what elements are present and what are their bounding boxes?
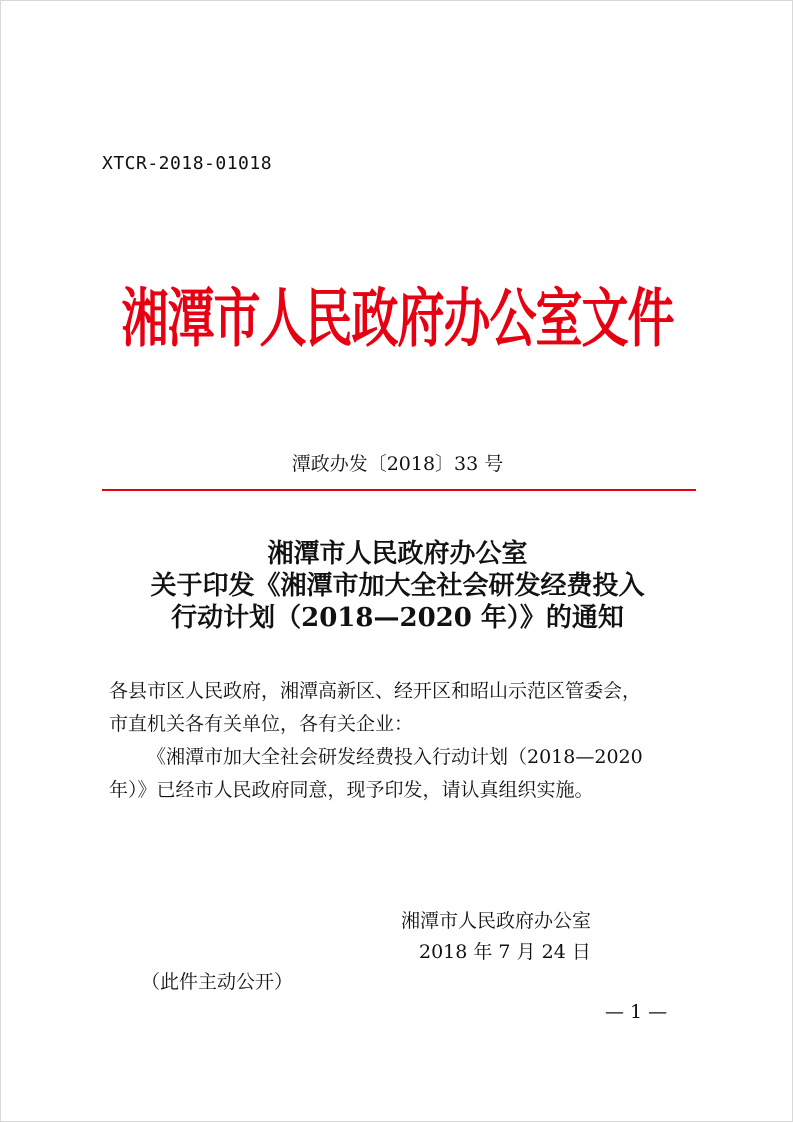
masthead-title: 湘潭市人民政府办公室文件	[121, 282, 674, 357]
signature-date: 2018 年 7 月 24 日	[419, 941, 591, 963]
document-code: XTCR-2018-01018	[102, 153, 273, 174]
signature-organization: 湘潭市人民政府办公室	[401, 910, 592, 932]
page-number: — 1 —	[605, 1001, 668, 1023]
body-paragraph	[109, 741, 709, 807]
title-line-2: 关于印发《湘潭市加大全社会研发经费投入	[150, 571, 645, 601]
red-separator-line	[102, 489, 696, 491]
addressee	[109, 675, 709, 741]
title-line-1: 湘潭市人民政府办公室	[267, 539, 528, 569]
document-number: 潭政办发〔2018〕33 号	[291, 453, 504, 475]
addressee-line-2: 市直机关各有关单位，各有关企业：	[109, 713, 414, 735]
publicity-note: （此件主动公开）	[141, 971, 294, 993]
title-line-3: 行动计划（2018—2020 年）》的通知	[171, 603, 624, 633]
body-line-2: 年）》已经市人民政府同意，现予印发，请认真组织实施。	[109, 779, 594, 801]
notice-title	[1, 538, 793, 634]
body-line-1: 《湘潭市加大全社会研发经费投入行动计划（2018—2020	[147, 746, 643, 768]
addressee-line-1: 各县市区人民政府，湘潭高新区、经开区和昭山示范区管委会，	[109, 680, 642, 702]
